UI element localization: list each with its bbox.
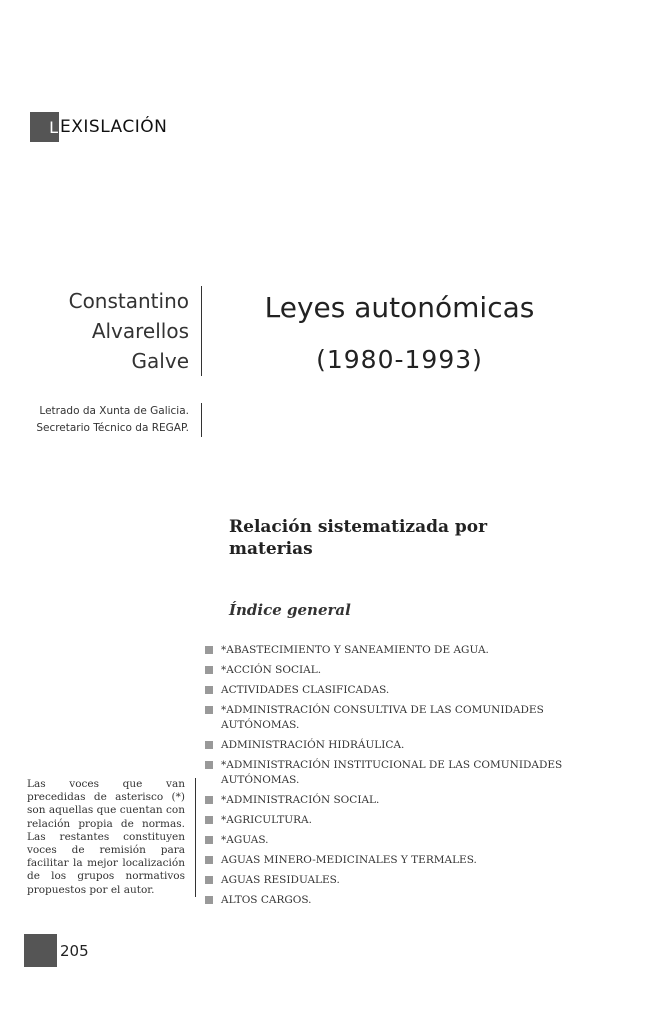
index-item: [205, 893, 605, 908]
section-header: [30, 112, 167, 142]
index-item-label: *ADMINISTRACIÓN SOCIAL.: [221, 794, 380, 806]
square-bullet-icon: [205, 706, 213, 714]
section-initial: L: [30, 112, 59, 142]
index-list: [205, 643, 605, 913]
index-item: [205, 793, 605, 808]
index-item-label: *ADMINISTRACIÓN CONSULTIVA DE LAS COMUNIDADES AUTÓNOMAS.: [221, 704, 544, 731]
square-bullet-icon: [205, 686, 213, 694]
author-role-line: Secretario Técnico da REGAP.: [36, 422, 189, 434]
index-item-label: ADMINISTRACIÓN HIDRÁULICA.: [221, 739, 405, 751]
index-item-label: *ADMINISTRACIÓN INSTITUCIONAL DE LAS COMUNIDADES AUTÓNOMAS.: [221, 759, 563, 786]
index-item-label: *AGUAS.: [221, 834, 269, 846]
author-name-line: Alvarellos: [91, 319, 189, 343]
section-title: EXISLACIÓN: [60, 117, 168, 137]
index-item-label: *ABASTECIMIENTO Y SANEAMIENTO DE AGUA.: [221, 644, 489, 656]
side-note: Las voces que van precedidas de asterisco (*) son aquellas que cuentan con relación propia de normas. Las restantes constituyen voces de remisión para facilitar la mejor localización de los grupos normativos propuestos por el autor.: [27, 778, 196, 897]
index-item: [205, 873, 605, 888]
index-item: [205, 683, 605, 698]
page-number: 205: [60, 941, 89, 960]
square-bullet-icon: [205, 646, 213, 654]
index-item: [205, 758, 605, 788]
subtitle: Relación sistematizada por materias: [229, 517, 488, 559]
index-item: [205, 703, 605, 733]
index-item-label: ACTIVIDADES CLASIFICADAS.: [221, 684, 390, 696]
index-heading: Índice general: [229, 601, 351, 619]
index-item: [205, 853, 605, 868]
index-item-label: ALTOS CARGOS.: [221, 894, 312, 906]
author-name-line: Constantino: [68, 289, 189, 313]
author-name-line: Galve: [131, 349, 189, 373]
square-bullet-icon: [205, 816, 213, 824]
square-bullet-icon: [205, 856, 213, 864]
author-role: [36, 403, 202, 437]
index-item-label: *ACCIÓN SOCIAL.: [221, 664, 322, 676]
index-item-label: *AGRICULTURA.: [221, 814, 312, 826]
index-item: [205, 663, 605, 678]
index-item-label: AGUAS RESIDUALES.: [221, 874, 340, 886]
author-name: [69, 286, 202, 376]
index-item: [205, 738, 605, 753]
square-bullet-icon: [205, 666, 213, 674]
square-bullet-icon: [205, 761, 213, 769]
page-footer: [24, 934, 89, 967]
title-line-2: (1980-1993): [316, 345, 483, 374]
square-bullet-icon: [205, 876, 213, 884]
square-bullet-icon: [205, 741, 213, 749]
index-item: [205, 833, 605, 848]
index-item: [205, 643, 605, 658]
square-bullet-icon: [205, 836, 213, 844]
page-title: [222, 288, 577, 380]
index-item-label: AGUAS MINERO-MEDICINALES Y TERMALES.: [221, 854, 477, 866]
page-marker-box: [24, 934, 57, 967]
index-item: [205, 813, 605, 828]
square-bullet-icon: [205, 796, 213, 804]
author-role-line: Letrado da Xunta de Galicia.: [39, 405, 189, 417]
square-bullet-icon: [205, 896, 213, 904]
title-line-1: Leyes autonómicas: [264, 291, 535, 324]
